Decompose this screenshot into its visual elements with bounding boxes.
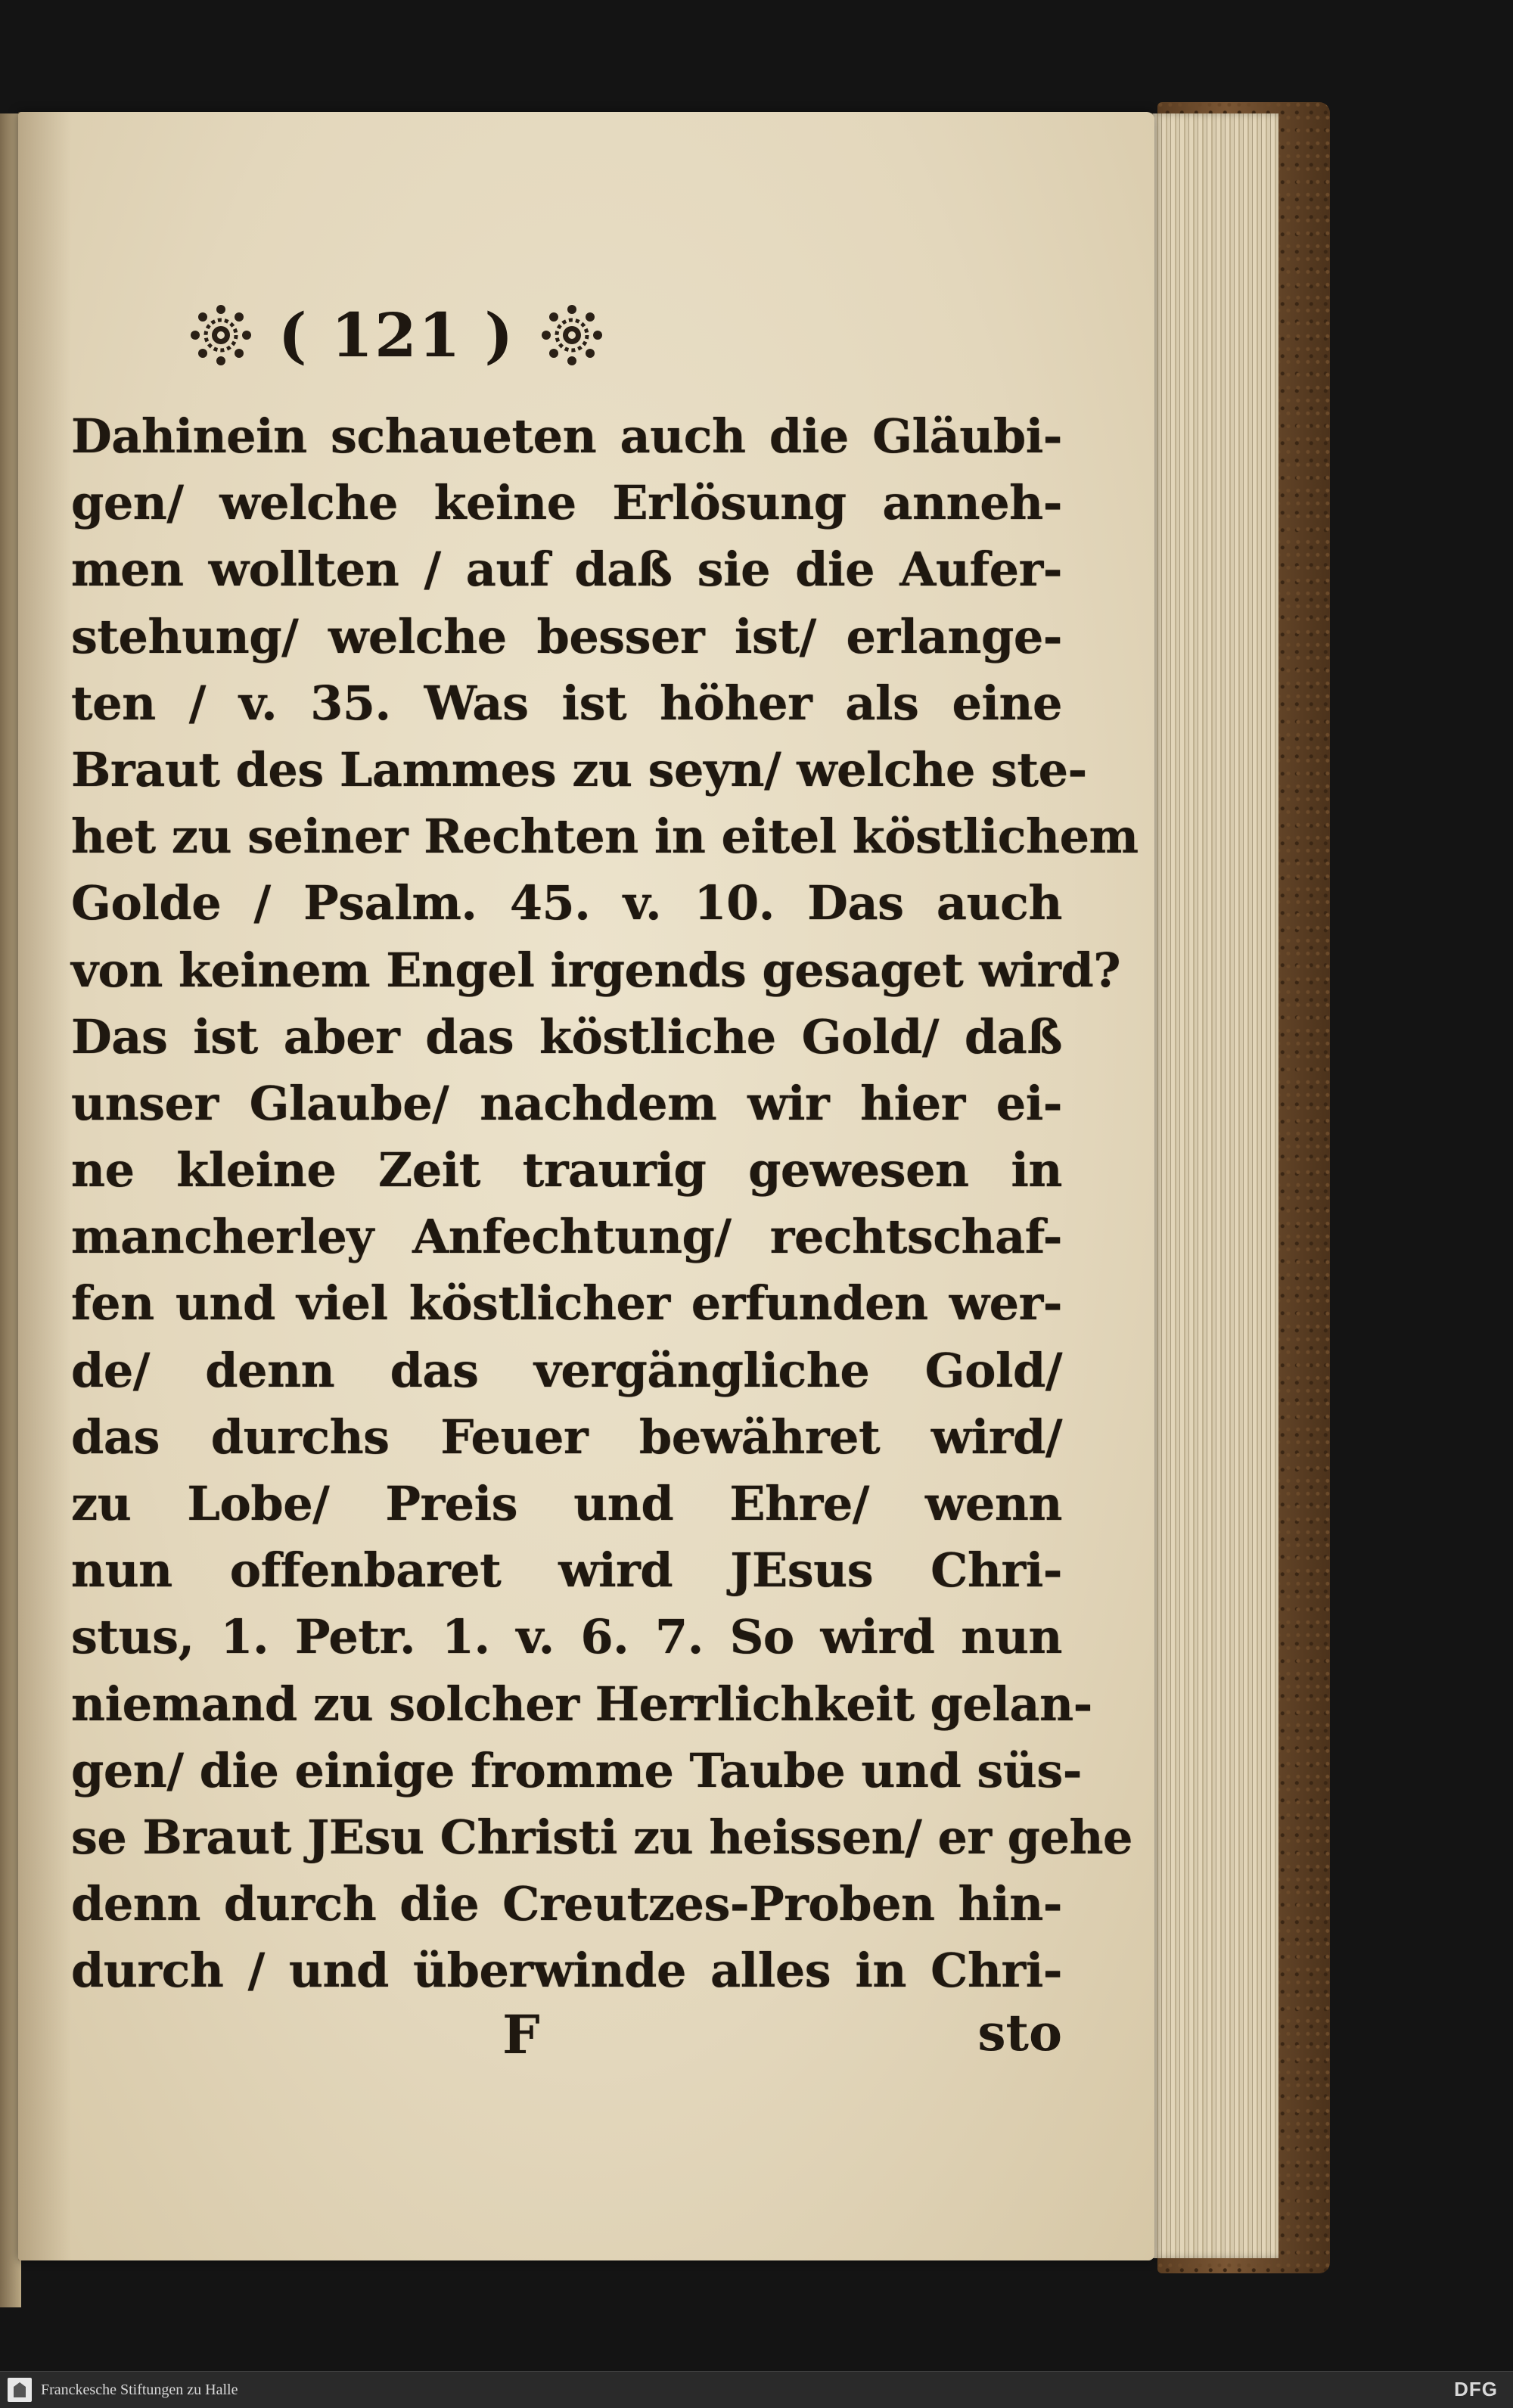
viewer-footer-bar	[0, 2371, 1513, 2408]
text-line: unser Glaube/ nachdem wir hier ei-	[71, 1075, 1062, 1131]
page-edges	[1135, 113, 1278, 2258]
text-line: von keinem Engel irgends gesaget wird?	[71, 942, 1121, 998]
text-line: gen/ die einige fromme Taube und süs-	[71, 1742, 1083, 1798]
text-line: se Braut JEsu Christi zu heissen/ er gehe	[71, 1809, 1132, 1865]
text-line: Das ist aber das köstliche Gold/ daß	[71, 1008, 1062, 1064]
text-line: nun offenbaret wird JEsus Chri-	[71, 1543, 1062, 1599]
text-line: mancherley Anfechtung/ rechtschaf-	[71, 1209, 1062, 1265]
text-line: zu Lobe/ Preis und Ehre/ wenn	[71, 1476, 1062, 1531]
body-text	[71, 403, 1139, 2005]
text-line: stehung/ welche besser ist/ erlange-	[71, 608, 1062, 664]
text-line: ne kleine Zeit traurig gewesen in	[71, 1142, 1062, 1198]
text-line: men wollten / auf daß sie die Aufer-	[71, 542, 1062, 598]
text-line: Braut des Lammes zu seyn/ welche ste-	[71, 741, 1087, 797]
catchword: sto	[977, 2003, 1062, 2062]
institution-logo-icon	[8, 2378, 32, 2402]
text-line: gen/ welche keine Erlösung anneh-	[71, 475, 1062, 531]
page-number: ( 121 )	[278, 300, 515, 371]
text-line: Dahinein schaueten auch die Gläubi-	[71, 409, 1062, 464]
rosette-ornament-icon	[540, 303, 604, 367]
signature-mark: F	[502, 2003, 540, 2066]
institution-name: Franckesche Stiftungen zu Halle	[41, 2381, 238, 2398]
book-page	[18, 112, 1154, 2260]
text-line: de/ denn das vergängliche Gold/	[71, 1342, 1062, 1398]
text-line: het zu seiner Rechten in eitel köstlichem	[71, 809, 1139, 865]
page-footer	[71, 2003, 1062, 2079]
text-line: Golde / Psalm. 45. v. 10. Das auch	[71, 875, 1062, 931]
text-line: durch / und überwinde alles in Chri-	[71, 1943, 1062, 1999]
text-line: ten / v. 35. Was ist höher als eine	[71, 675, 1062, 731]
rosette-ornament-icon	[189, 303, 253, 367]
dfg-logo: DFG	[1454, 2378, 1498, 2400]
text-line: fen und viel köstlicher erfunden wer-	[71, 1275, 1062, 1331]
page-header	[18, 290, 775, 381]
text-line: stus, 1. Petr. 1. v. 6. 7. So wird nun	[71, 1609, 1062, 1665]
text-line: das durchs Feuer bewähret wird/	[71, 1409, 1062, 1465]
text-line: denn durch die Creutzes-Proben hin-	[71, 1876, 1062, 1932]
text-line: niemand zu solcher Herrlichkeit gelan-	[71, 1676, 1092, 1732]
